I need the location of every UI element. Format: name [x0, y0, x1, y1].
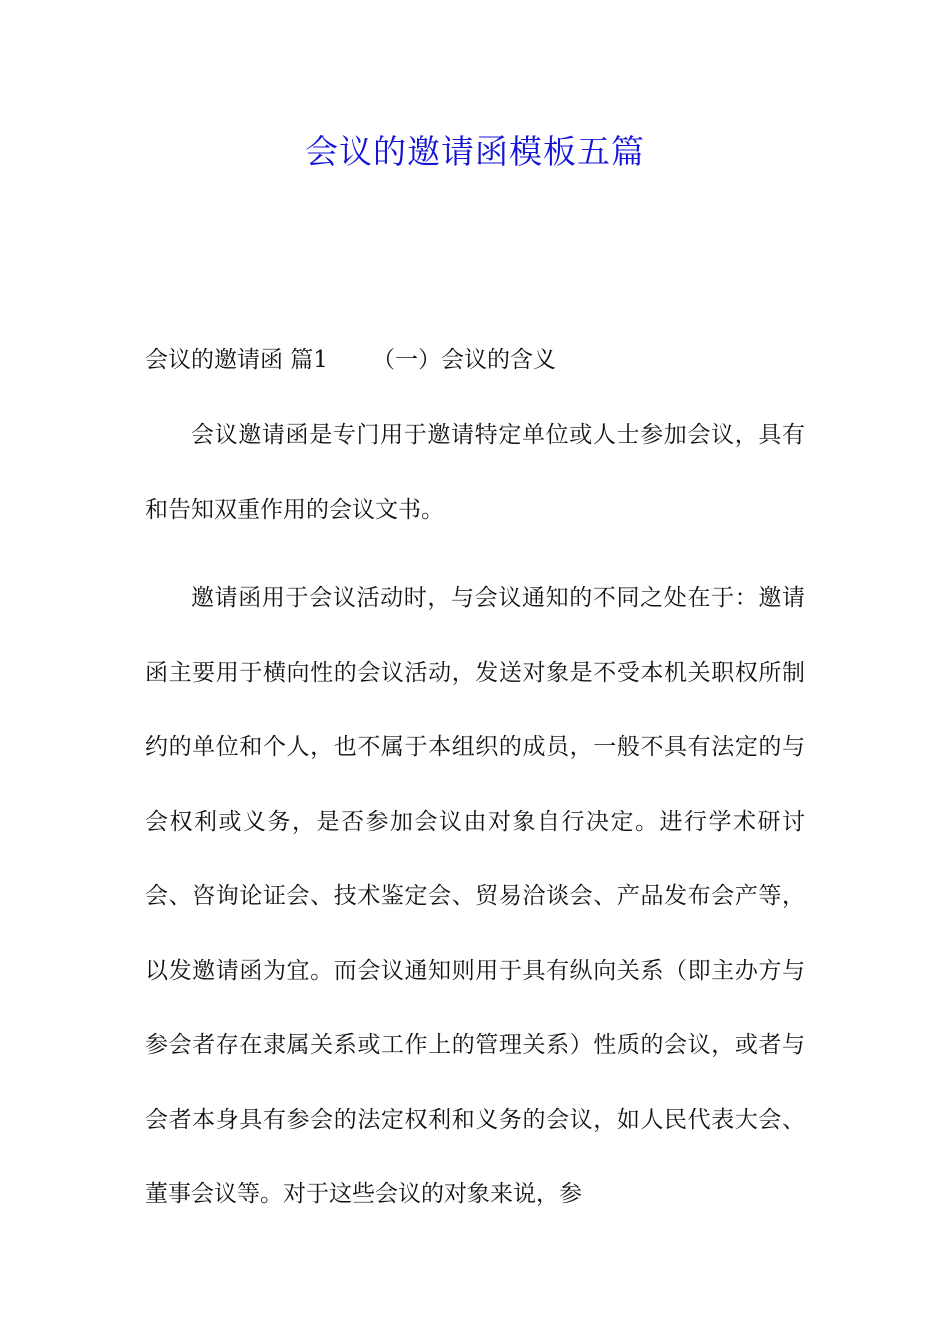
paragraph-definition: 会议邀请函是专门用于邀请特定单位或人士参加会议，具有和告知双重作用的会议文书。	[145, 422, 805, 523]
paragraph-comparison: 邀请函用于会议活动时，与会议通知的不同之处在于：邀请函主要用于横向性的会议活动，发送对象是不受本机关职权所制约的单位和个人，也不属于本组织的成员，一般不具有法定的与会权利或义务，是否参加会议由对象自行决定。进行学术研讨会、咨询论证会、技术鉴定会、贸易洽谈会、产品发布会产等，以发邀请函为宜。而会议通知则用于具有纵向关系（即主办方与参会者存在隶属关系或工作上的管理关系）性质的会议，或者与会者本身具有参会的法定权利和义务的会议，如人民代表大会、董事会议等。对于这些会议的对象来说，参	[145, 585, 805, 1207]
document-title: 会议的邀请函模板五篇	[305, 132, 645, 171]
section-heading	[145, 337, 805, 384]
document-body	[145, 337, 805, 1259]
section-subheading: （一）会议的含义	[371, 347, 556, 373]
section-label: 会议的邀请函 篇1	[145, 347, 328, 373]
